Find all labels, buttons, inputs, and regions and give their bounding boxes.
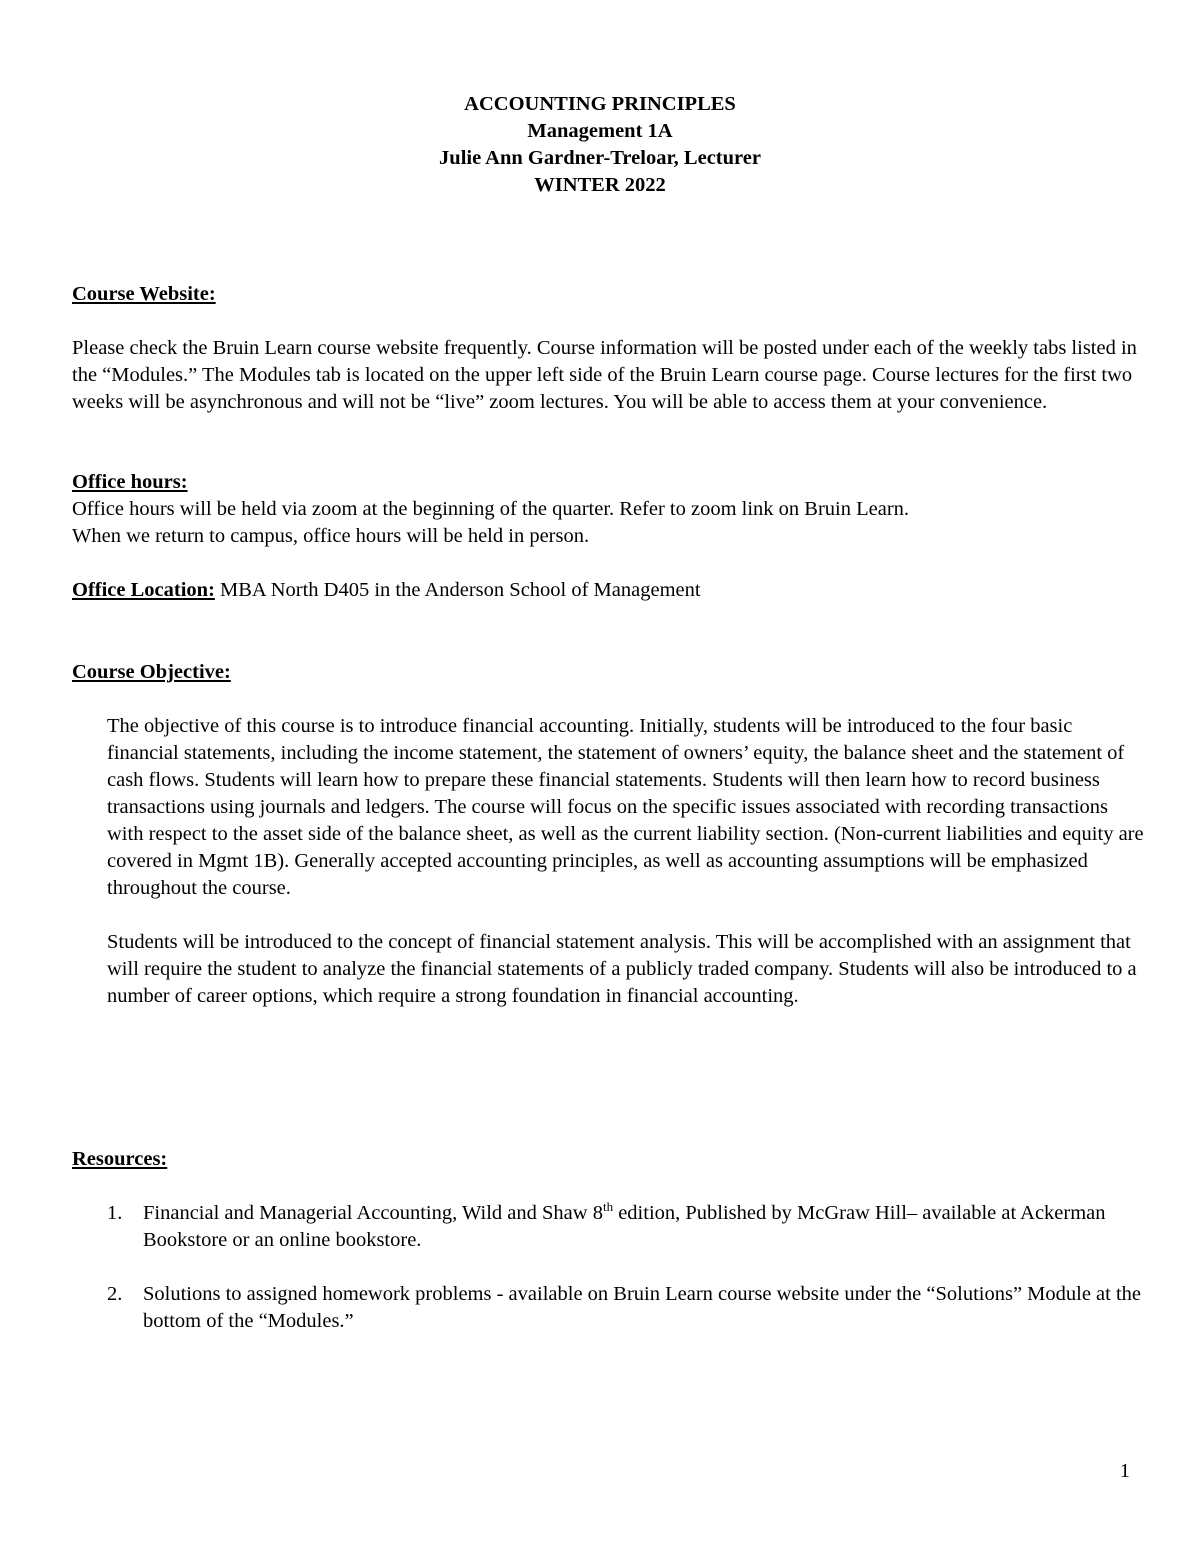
office-location-line	[72, 577, 1142, 604]
resource-text-part: Solutions to assigned homework problems - available on Bruin Learn course website under the “Solutions” Module at the bottom of the “Modules.”	[143, 1283, 1142, 1332]
resource-item-2	[107, 1281, 1147, 1335]
office-hours-heading: Office hours:	[72, 471, 188, 493]
office-hours-line-2: When we return to campus, office hours will be held in person.	[72, 525, 590, 547]
course-objective-body	[107, 713, 1147, 1010]
resources-heading: Resources:	[72, 1148, 168, 1170]
resource-item-1	[107, 1200, 1147, 1254]
office-location-section	[72, 577, 1142, 604]
course-objective-heading: Course Objective:	[72, 661, 231, 683]
course-objective-paragraph-1: The objective of this course is to introduce financial accounting. Initially, students will be introduced to the four basic financial statements, including the income statement, the statement of owners’ equity, the balance sheet and the statement of cash flows. Students will learn how to prepare these financial statements. Students will then learn how to record business transactions using journals and ledgers. The course will focus on the specific issues associated with recording transactions with respect to the asset side of the balance sheet, as well as the current liability section. (Non-current liabilities and equity are covered in Mgmt 1B). Generally accepted accounting principles, as well as accounting assumptions will be emphasized throughout the course.	[107, 715, 1144, 899]
superscript-ordinal: th	[602, 1199, 614, 1214]
office-hours-line-1: Office hours will be held via zoom at the beginning of the quarter. Refer to zoom link on Bruin Learn.	[72, 498, 910, 520]
resource-item-text	[143, 1200, 1147, 1254]
resource-item-text	[143, 1281, 1147, 1335]
resources-heading-block	[72, 1146, 1142, 1173]
resource-text-part: Financial and Managerial Accounting, Wild and Shaw 8	[143, 1202, 603, 1224]
course-website-body: Please check the Bruin Learn course website frequently. Course information will be posted under each of the weekly tabs listed in the “Modules.” The Modules tab is located on the upper left side of the Bruin Learn course page. Course lectures for the first two weeks will be asynchronous and will not be “live” zoom lectures. You will be able to access them at your convenience.	[72, 337, 1137, 413]
resource-item-number: 2.	[107, 1283, 123, 1305]
office-location-text: MBA North D405 in the Anderson School of Management	[214, 579, 701, 601]
term: WINTER 2022	[534, 174, 666, 196]
lecturer-name: Julie Ann Gardner-Treloar, Lecturer	[439, 147, 761, 169]
resource-item-number: 1.	[107, 1202, 123, 1224]
course-objective-paragraph-2: Students will be introduced to the concept of financial statement analysis. This will be accomplished with an assignment that will require the student to analyze the financial statements of a publicly traded company. Students will also be introduced to a number of career options, which require a strong foundation in financial accounting.	[107, 931, 1137, 1007]
course-website-heading: Course Website:	[72, 283, 216, 305]
office-hours-section	[72, 469, 1142, 550]
resource-text-part: edition, Published by McGraw Hill– available at Ackerman Bookstore or an online bookstore.	[143, 1202, 1106, 1251]
course-title: ACCOUNTING PRINCIPLES	[464, 93, 736, 115]
page-number: 1	[1119, 1460, 1130, 1482]
course-code: Management 1A	[527, 120, 673, 142]
document-header	[0, 91, 1200, 199]
course-objective-heading-block	[72, 659, 1142, 686]
course-website-section	[72, 281, 1142, 416]
office-location-heading: Office Location:	[72, 579, 215, 601]
